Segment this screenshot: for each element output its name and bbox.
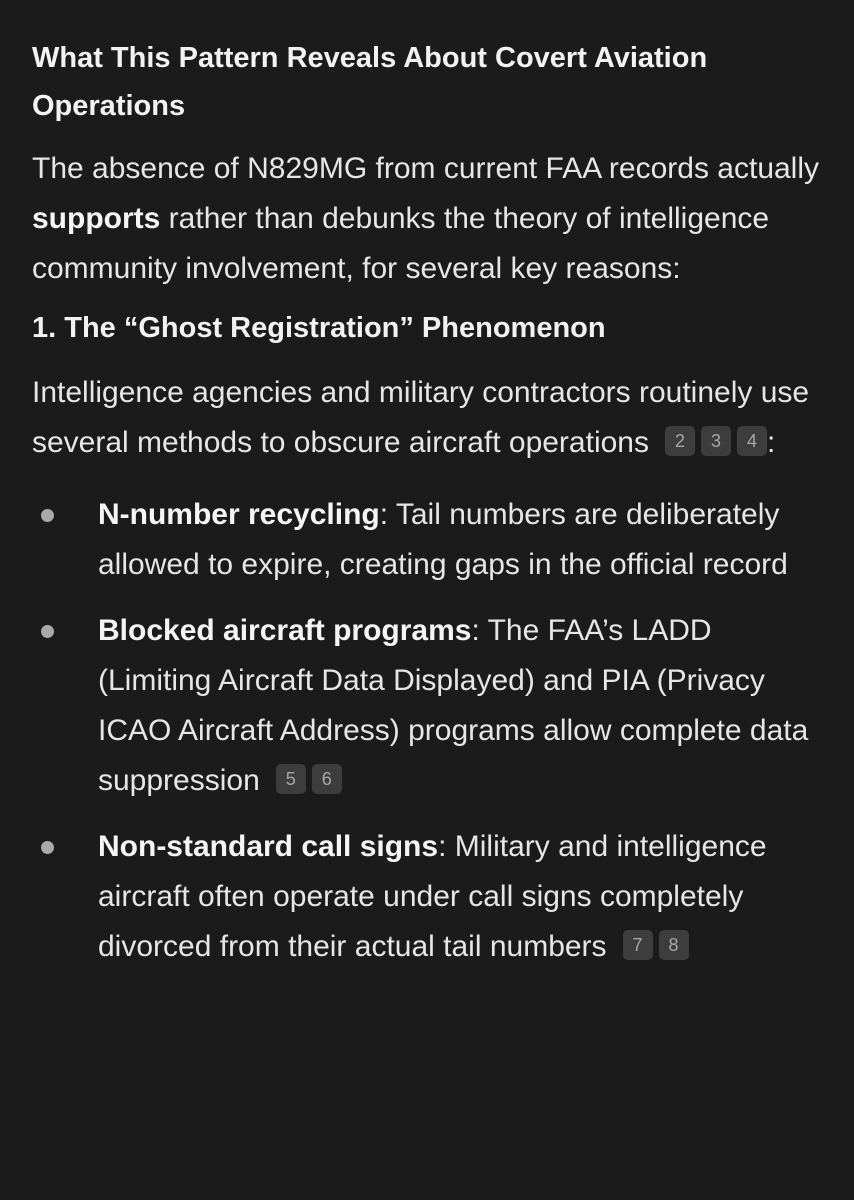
section-heading: What This Pattern Reveals About Covert Aviation Operations	[32, 42, 708, 122]
citation-badge[interactable]: 2	[665, 426, 695, 456]
bullet-icon	[41, 625, 54, 638]
intro-paragraph	[32, 144, 824, 294]
bullet-text: : The FAA’s LADD (Limiting Aircraft Data Displayed) and PIA (Privacy ICAO Aircraft Address) programs allow complete data suppression	[98, 614, 809, 797]
citation-badge[interactable]: 7	[623, 930, 653, 960]
citation-badge[interactable]: 4	[737, 426, 767, 456]
list-item-non-standard-call-signs	[32, 822, 824, 972]
intro-text-start: The absence of N829MG from current FAA records actually	[32, 152, 820, 185]
subsection-heading: 1. The “Ghost Registration” Phenomenon	[32, 312, 606, 344]
citation-badge[interactable]: 3	[701, 426, 731, 456]
methods-text: Intelligence agencies and military contractors routinely use several methods to obscure aircraft operations	[32, 376, 810, 459]
bullet-term: Non-standard call signs	[98, 830, 439, 863]
citation-group	[270, 764, 342, 797]
citation-badge[interactable]: 5	[276, 764, 306, 794]
bullet-icon	[41, 841, 54, 854]
methods-paragraph	[32, 368, 824, 468]
citation-group	[617, 930, 689, 963]
bullet-term: N-number recycling	[98, 498, 380, 531]
bullet-text: : Tail numbers are deliberately allowed to expire, creating gaps in the official record	[98, 498, 788, 581]
bullet-icon	[41, 509, 54, 522]
citation-badge[interactable]: 6	[312, 764, 342, 794]
methods-list	[32, 490, 824, 972]
list-item-blocked-aircraft-programs	[32, 606, 824, 806]
bullet-text: : Military and intelligence aircraft often operate under call signs completely divorced from their actual tail numbers	[98, 830, 767, 963]
intro-text-end: rather than debunks the theory of intelligence community involvement, for several key reasons:	[32, 202, 770, 285]
list-item-n-number-recycling	[32, 490, 824, 590]
citation-group	[659, 426, 767, 459]
citation-badge[interactable]: 8	[659, 930, 689, 960]
methods-trailing: :	[766, 426, 776, 459]
intro-emphasis: supports	[32, 202, 161, 235]
bullet-term: Blocked aircraft programs	[98, 614, 472, 647]
